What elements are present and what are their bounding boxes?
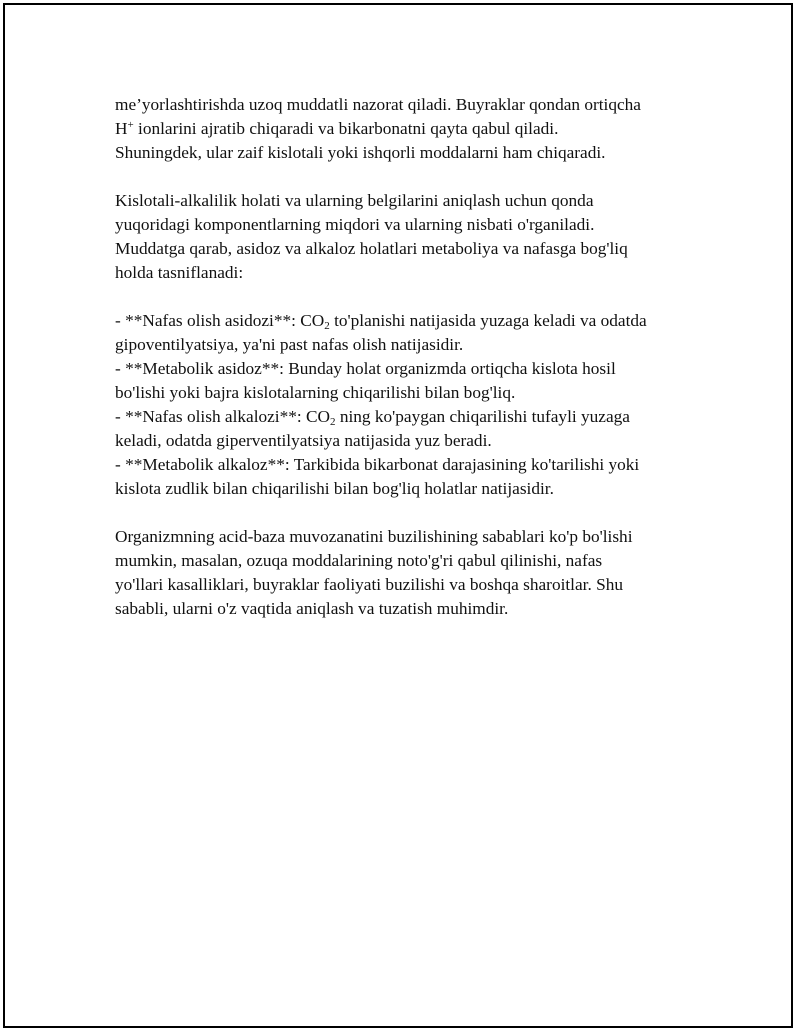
paragraph-kidney-regulation xyxy=(115,93,705,165)
list-item-continuation: keladi, odatda giperventilyatsiya natijasida yuz beradi. xyxy=(115,431,492,450)
hydrogen-symbol: H xyxy=(115,119,128,138)
list-item xyxy=(115,309,705,333)
list-item xyxy=(115,405,705,429)
list-item: - **Metabolik asidoz**: Bunday holat organizmda ortiqcha kislota hosil xyxy=(115,359,616,378)
text-fragment: - **Nafas olish alkalozi**: CO xyxy=(115,407,331,426)
text-line xyxy=(115,117,705,141)
text-line: mumkin, masalan, ozuqa moddalarining noto'g'ri qabul qilinishi, nafas xyxy=(115,551,603,570)
text-line: Muddatga qarab, asidoz va alkaloz holatlari metaboliya va nafasga bog'liq xyxy=(115,239,628,258)
text-fragment: ning ko'paygan chiqarilishi tufayli yuzaga xyxy=(335,407,630,426)
charge-superscript: + xyxy=(127,119,134,131)
list-item-continuation: gipoventilyatsiya, ya'ni past nafas olish natijasidir. xyxy=(115,335,464,354)
paragraph-causes xyxy=(115,525,705,621)
text-line: yo'llari kasalliklari, buyraklar faoliyati buzilishi va boshqa sharoitlar. Shu xyxy=(115,575,623,594)
text-line: holda tasniflanadi: xyxy=(115,263,244,282)
text-line: yuqoridagi komponentlarning miqdori va ularning nisbati o'rganiladi. xyxy=(115,215,595,234)
text-line: sababli, ularni o'z vaqtida aniqlash va tuzatish muhimdir. xyxy=(115,599,509,618)
document-body xyxy=(115,93,705,645)
text-line: Shuningdek, ular zaif kislotali yoki ishqorli moddalarni ham chiqaradi. xyxy=(115,143,606,162)
list-item: - **Metabolik alkaloz**: Tarkibida bikarbonat darajasining ko'tarilishi yoki xyxy=(115,455,640,474)
list-item-continuation: kislota zudlik bilan chiqarilishi bilan bog'liq holatlar natijasidir. xyxy=(115,479,554,498)
text-fragment: to'planishi natijasida yuzaga keladi va odatda xyxy=(329,311,647,330)
subscript: 2 xyxy=(324,320,330,332)
text-line: Kislotali-alkalilik holati va ularning belgilarini aniqlash uchun qonda xyxy=(115,191,594,210)
text-fragment: - **Nafas olish asidozi**: CO xyxy=(115,311,325,330)
list-item-continuation: bo'lishi yoki bajra kislotalarning chiqarilishi bilan bog'liq. xyxy=(115,383,516,402)
text-line: me’yorlashtirishda uzoq muddatli nazorat qiladi. Buyraklar qondan ortiqcha xyxy=(115,95,641,114)
condition-list xyxy=(115,309,705,501)
text-line: Organizmning acid-baza muvozanatini buzilishining sabablari ko'p bo'lishi xyxy=(115,527,633,546)
text-fragment: ionlarini ajratib chiqaradi va bikarbonatni qayta qabul qiladi. xyxy=(133,119,559,138)
paragraph-classification xyxy=(115,189,705,285)
subscript: 2 xyxy=(330,416,336,428)
